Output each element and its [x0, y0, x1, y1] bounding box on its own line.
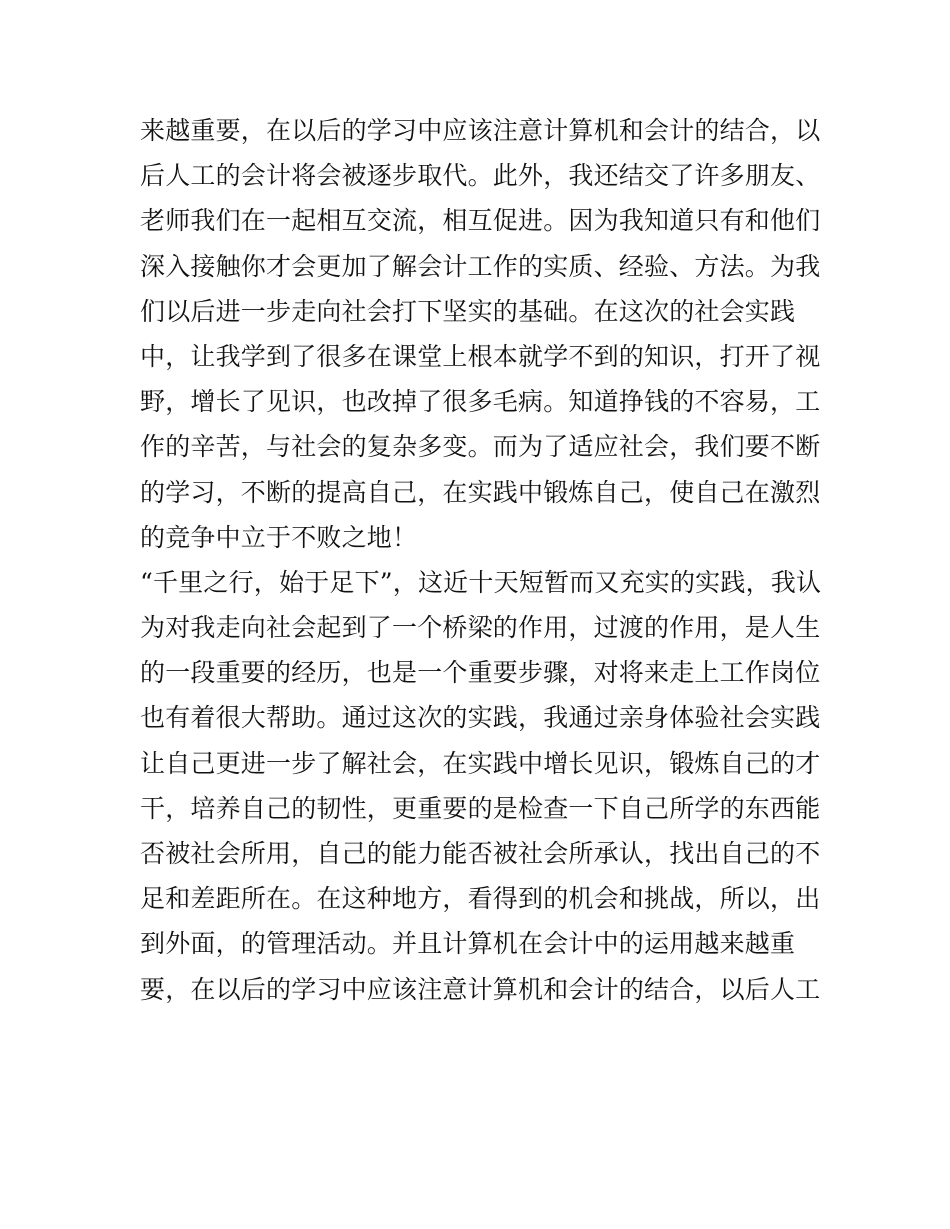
text-line: 作的辛苦，与社会的复杂多变。而为了适应社会，我们要不断 [140, 432, 821, 462]
text-line: 为对我走向社会起到了一个桥梁的作用，过渡的作用，是人生 [140, 613, 821, 643]
text-line: 来越重要，在以后的学习中应该注意计算机和会计的结合，以 [140, 116, 821, 145]
text-line: 的学习，不断的提高自己，在实践中锻炼自己，使自己在激烈 [140, 477, 821, 507]
text-line: 中，让我学到了很多在课堂上根本就学不到的知识，打开了视 [140, 341, 821, 371]
text-line: 们以后进一步走向社会打下坚实的基础。在这次的社会实践 [140, 296, 796, 326]
text-line: 让自己更进一步了解社会，在实践中增长见识，锻炼自己的才 [140, 748, 821, 778]
text-line: 足和差距所在。在这种地方，看得到的机会和挑战，所以，出 [140, 884, 821, 914]
text-line: 到外面，的管理活动。并且计算机在会计中的运用越来越重 [140, 929, 796, 959]
text-line: 后人工的会计将会被逐步取代。此外，我还结交了许多朋友、 [140, 161, 821, 191]
text-line: 干，培养自己的韧性，更重要的是检查一下自己所学的东西能 [140, 793, 821, 823]
text-line: 老师我们在一起相互交流，相互促进。因为我知道只有和他们 [140, 206, 821, 236]
text-line: 的一段重要的经历，也是一个重要步骤，对将来走上工作岗位 [140, 658, 821, 688]
document-body-text [140, 108, 820, 1012]
text-line: 深入接触你才会更加了解会计工作的实质、经验、方法。为我 [140, 251, 821, 281]
text-line: 的竞争中立于不败之地！ [140, 522, 418, 552]
text-line: 野，增长了见识，也改掉了很多毛病。知道挣钱的不容易，工 [140, 387, 821, 417]
text-line: “千里之行，始于足下”，这近十天短暂而又充实的实践，我认 [140, 567, 822, 597]
text-line: 也有着很大帮助。通过这次的实践，我通过亲身体验社会实践 [140, 703, 821, 733]
text-line: 否被社会所用，自己的能力能否被社会所承认，找出自己的不 [140, 839, 821, 868]
text-line: 要，在以后的学习中应该注意计算机和会计的结合，以后人工 [140, 974, 821, 1004]
